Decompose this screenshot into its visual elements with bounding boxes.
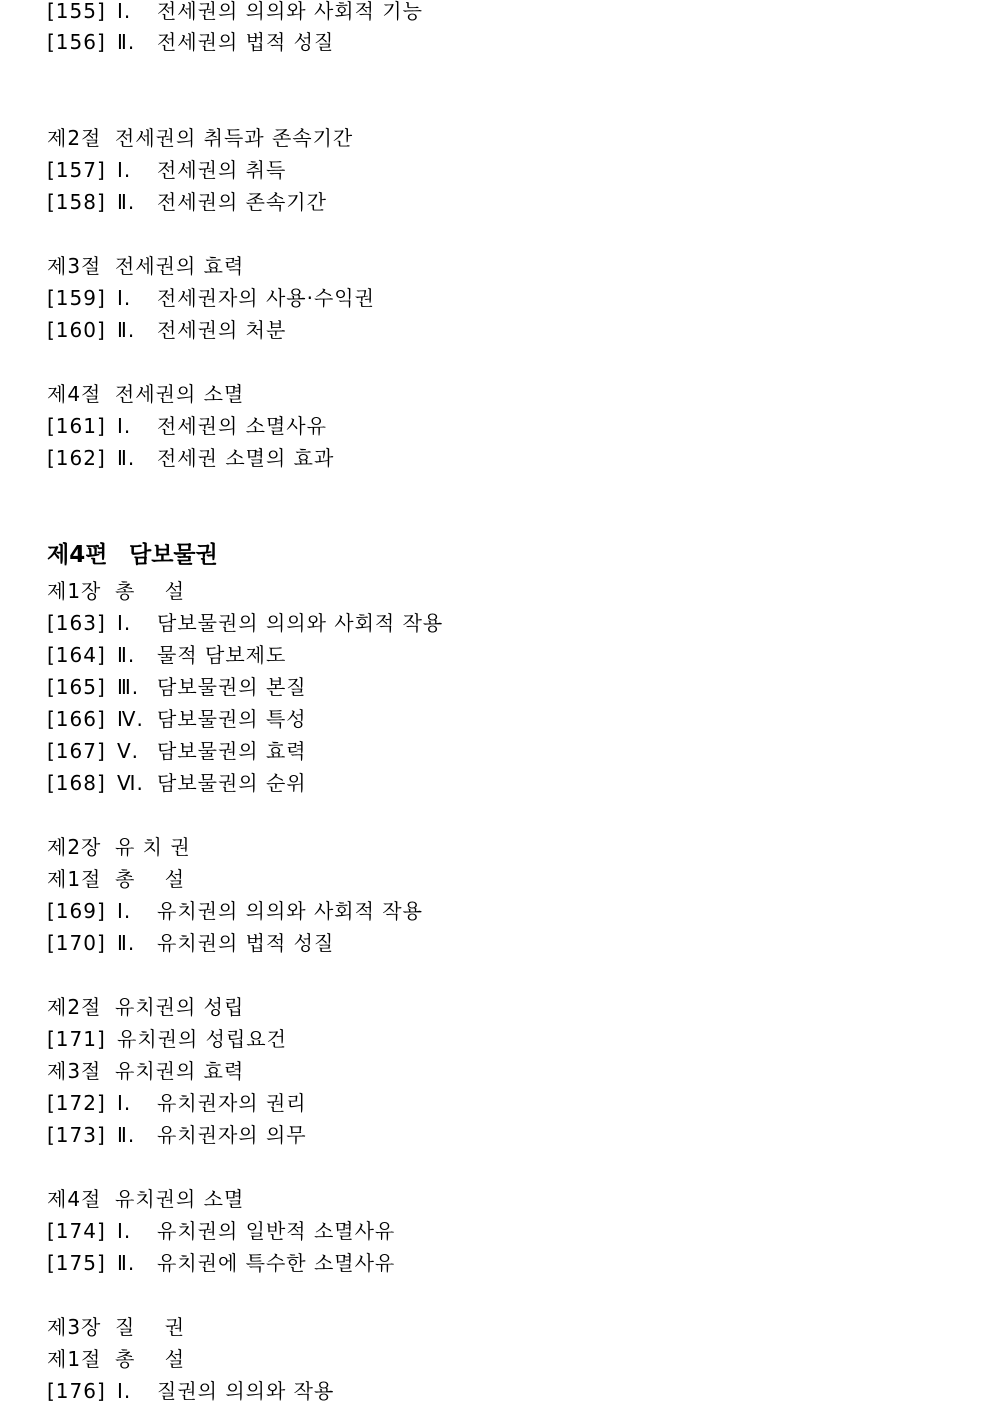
- item-number: [157]: [47, 158, 106, 182]
- item-title: 담보물권의 효력: [157, 739, 307, 763]
- heading-title: 유치권의 소멸: [115, 1187, 245, 1211]
- toc-item: [47, 769, 307, 797]
- roman-numeral: Ⅳ.: [117, 707, 144, 731]
- heading-label: 제4절: [47, 382, 102, 406]
- item-number: [163]: [47, 611, 106, 635]
- item-number: [174]: [47, 1219, 106, 1243]
- toc-item: [47, 929, 334, 957]
- toc-item: [47, 0, 423, 25]
- roman-numeral: Ⅰ.: [117, 899, 132, 923]
- item-number: [175]: [47, 1251, 106, 1275]
- item-title: 전세권의 의의와 사회적 기능: [157, 0, 423, 23]
- item-title: 유치권의 성립요건: [117, 1027, 287, 1051]
- toc-item: [47, 188, 327, 216]
- toc-item: [47, 1025, 287, 1053]
- heading-title: 유치권의 성립: [115, 995, 245, 1019]
- item-number: [164]: [47, 643, 106, 667]
- heading-title: 총 설: [115, 867, 186, 891]
- roman-numeral: Ⅰ.: [117, 286, 132, 310]
- heading-label: 제2절: [47, 995, 102, 1019]
- item-number: [165]: [47, 675, 106, 699]
- item-number: [159]: [47, 286, 106, 310]
- roman-numeral: Ⅵ.: [117, 771, 144, 795]
- item-title: 담보물권의 순위: [157, 771, 307, 795]
- heading-title: 질 권: [115, 1315, 186, 1339]
- item-title: 전세권자의 사용·수익권: [157, 286, 375, 310]
- heading-title: 전세권의 효력: [115, 254, 245, 278]
- toc-item: [47, 1121, 307, 1149]
- section-heading: [47, 865, 185, 893]
- toc-item: [47, 737, 307, 765]
- item-title: 물적 담보제도: [157, 643, 287, 667]
- section-heading: [47, 124, 353, 152]
- item-number: [170]: [47, 931, 106, 955]
- item-number: [156]: [47, 30, 106, 54]
- roman-numeral: Ⅱ.: [117, 318, 136, 342]
- roman-numeral: Ⅱ.: [117, 190, 136, 214]
- item-number: [160]: [47, 318, 106, 342]
- toc-item: [47, 444, 334, 472]
- toc-item: [47, 641, 286, 669]
- section-heading: [47, 380, 244, 408]
- roman-numeral: Ⅱ.: [117, 931, 136, 955]
- heading-label: 제4편: [47, 542, 108, 568]
- item-number: [169]: [47, 899, 106, 923]
- section-heading: [47, 252, 244, 280]
- item-number: [155]: [47, 0, 106, 23]
- heading-label: 제3절: [47, 254, 102, 278]
- item-title: 담보물권의 의의와 사회적 작용: [157, 611, 444, 635]
- item-title: 담보물권의 특성: [157, 707, 307, 731]
- item-title: 유치권의 일반적 소멸사유: [157, 1219, 396, 1243]
- item-title: 질권의 의의와 작용: [157, 1379, 335, 1403]
- heading-label: 제4절: [47, 1187, 102, 1211]
- item-number: [162]: [47, 446, 106, 470]
- item-title: 전세권 소멸의 효과: [157, 446, 335, 470]
- toc-item: [47, 673, 307, 701]
- roman-numeral: Ⅰ.: [117, 611, 132, 635]
- roman-numeral: Ⅱ.: [117, 446, 136, 470]
- heading-label: 제1절: [47, 1347, 102, 1371]
- heading-label: 제3절: [47, 1059, 102, 1083]
- toc-item: [47, 316, 286, 344]
- section-heading: [47, 833, 191, 861]
- item-number: [166]: [47, 707, 106, 731]
- item-title: 유치권에 특수한 소멸사유: [157, 1251, 396, 1275]
- roman-numeral: Ⅰ.: [117, 1379, 132, 1403]
- heading-label: 제1장: [47, 579, 102, 603]
- roman-numeral: Ⅱ.: [117, 1123, 136, 1147]
- roman-numeral: Ⅰ.: [117, 414, 132, 438]
- section-heading: [47, 1057, 244, 1085]
- item-title: 유치권자의 권리: [157, 1091, 307, 1115]
- roman-numeral: Ⅱ.: [117, 1251, 136, 1275]
- section-heading: [47, 1313, 185, 1341]
- toc-item: [47, 412, 327, 440]
- item-title: 전세권의 법적 성질: [157, 30, 335, 54]
- toc-item: [47, 284, 375, 312]
- item-title: 유치권자의 의무: [157, 1123, 307, 1147]
- roman-numeral: Ⅰ.: [117, 1091, 132, 1115]
- item-number: [161]: [47, 414, 106, 438]
- item-title: 전세권의 소멸사유: [157, 414, 327, 438]
- heading-title: 담보물권: [129, 542, 218, 568]
- item-title: 담보물권의 본질: [157, 675, 307, 699]
- heading-label: 제2절: [47, 126, 102, 150]
- heading-label: 제3장: [47, 1315, 102, 1339]
- roman-numeral: Ⅰ.: [117, 1219, 132, 1243]
- item-number: [176]: [47, 1379, 106, 1403]
- toc-item: [47, 156, 286, 184]
- heading-label: 제2장: [47, 835, 102, 859]
- section-heading: [47, 577, 185, 605]
- roman-numeral: Ⅰ.: [117, 0, 132, 23]
- toc-item: [47, 28, 334, 56]
- item-number: [168]: [47, 771, 106, 795]
- heading-title: 유 치 권: [115, 835, 191, 859]
- item-number: [167]: [47, 739, 106, 763]
- toc-item: [47, 1217, 395, 1245]
- roman-numeral: Ⅱ.: [117, 30, 136, 54]
- item-number: [171]: [47, 1027, 106, 1051]
- heading-title: 전세권의 소멸: [115, 382, 245, 406]
- item-number: [173]: [47, 1123, 106, 1147]
- item-title: 전세권의 처분: [157, 318, 287, 342]
- heading-title: 유치권의 효력: [115, 1059, 245, 1083]
- item-number: [158]: [47, 190, 106, 214]
- roman-numeral: Ⅰ.: [117, 158, 132, 182]
- item-title: 전세권의 존속기간: [157, 190, 327, 214]
- toc-item: [47, 1249, 395, 1277]
- heading-title: 총 설: [115, 579, 186, 603]
- heading-title: 전세권의 취득과 존속기간: [115, 126, 354, 150]
- heading-title: 총 설: [115, 1347, 186, 1371]
- part-heading: [47, 539, 218, 571]
- section-heading: [47, 1345, 185, 1373]
- toc-item: [47, 705, 307, 733]
- item-number: [172]: [47, 1091, 106, 1115]
- toc-item: [47, 609, 443, 637]
- section-heading: [47, 993, 244, 1021]
- item-title: 유치권의 의의와 사회적 작용: [157, 899, 423, 923]
- item-title: 유치권의 법적 성질: [157, 931, 335, 955]
- roman-numeral: Ⅴ.: [117, 739, 140, 763]
- heading-label: 제1절: [47, 867, 102, 891]
- item-title: 전세권의 취득: [157, 158, 287, 182]
- roman-numeral: Ⅱ.: [117, 643, 136, 667]
- roman-numeral: Ⅲ.: [117, 675, 140, 699]
- toc-item: [47, 897, 423, 925]
- toc-item: [47, 1377, 334, 1405]
- toc-item: [47, 1089, 307, 1117]
- section-heading: [47, 1185, 244, 1213]
